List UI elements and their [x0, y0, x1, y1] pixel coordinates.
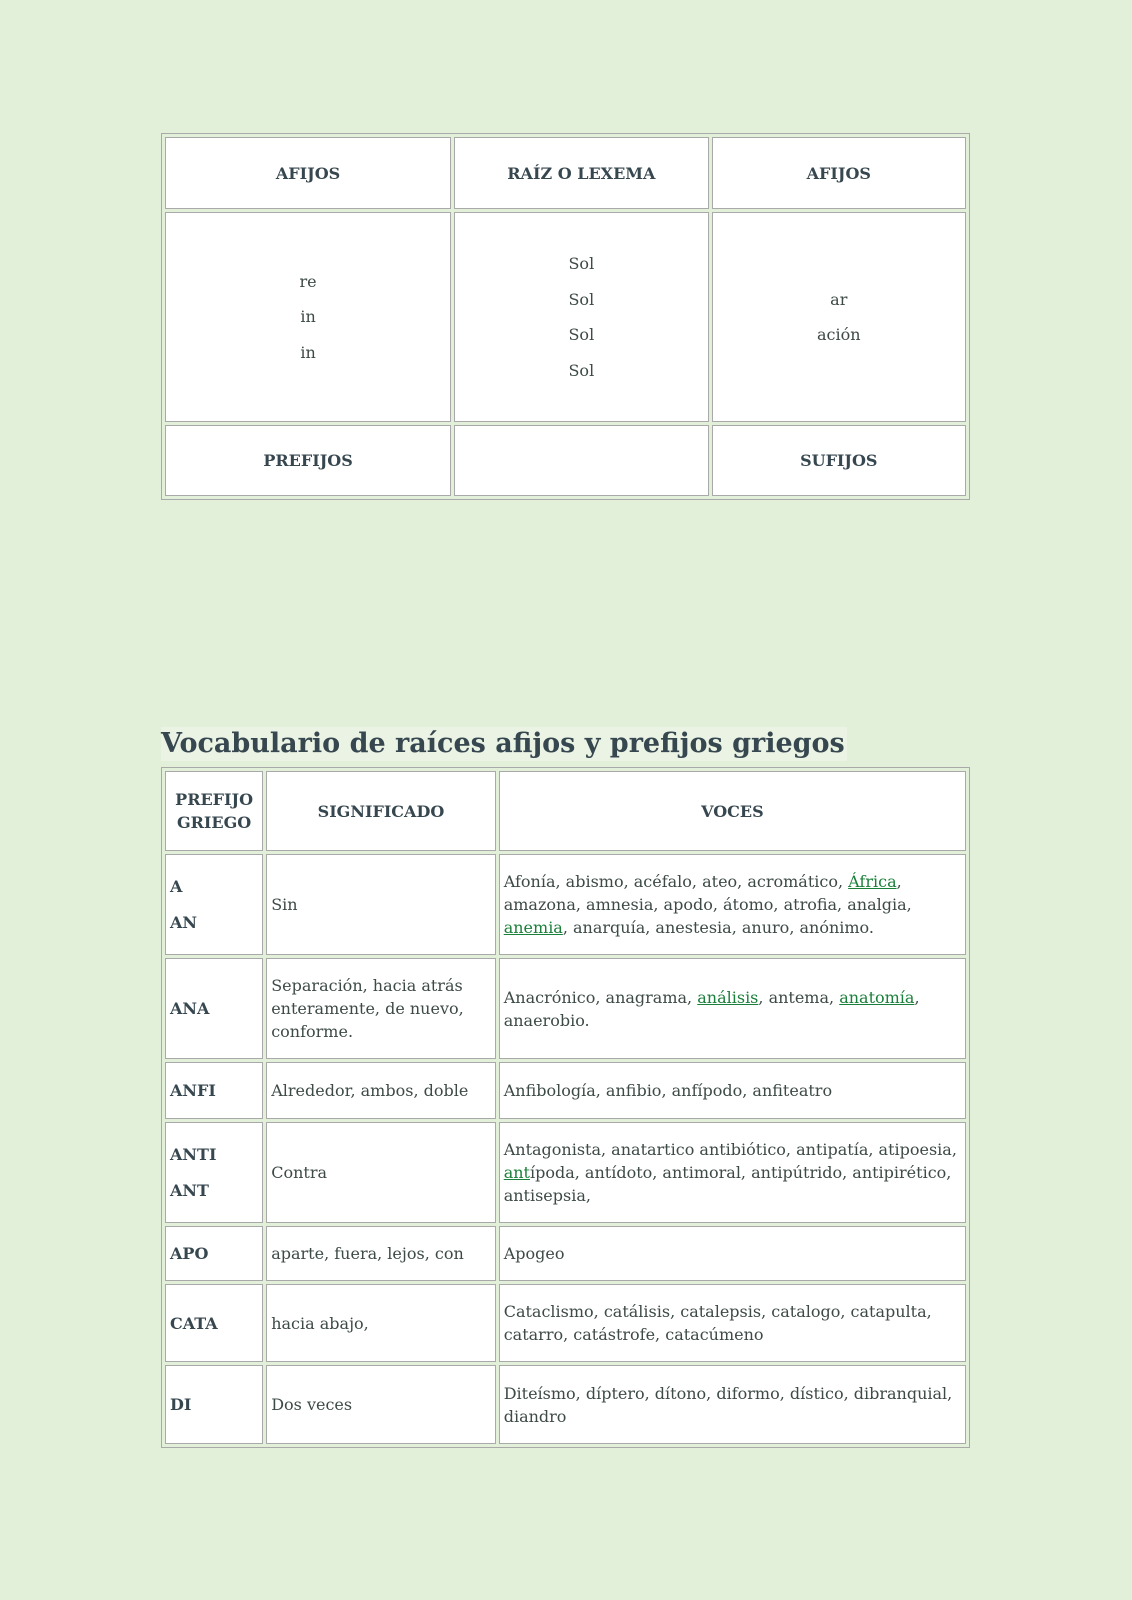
prefix-cell	[165, 1365, 263, 1444]
prefix-label: APO	[170, 1244, 209, 1263]
word-link[interactable]: análisis	[697, 987, 759, 1007]
prefix-cell	[165, 1062, 263, 1119]
prefix-header-cell: PREFIJO GRIEGO	[165, 771, 263, 851]
prefix-label: ANA	[170, 999, 210, 1018]
prefix-label: ANFI	[170, 1081, 216, 1100]
table-row	[165, 1365, 966, 1444]
affix-footer-cell: SUFIJOS	[712, 425, 966, 496]
word-link[interactable]: ant	[503, 1163, 530, 1182]
prefix-label: A	[170, 877, 183, 896]
meaning-cell: Dos veces	[266, 1365, 496, 1444]
affix-header-cell: RAÍZ O LEXEMA	[454, 137, 708, 209]
voices-text: , amazona, amnesia, apodo, átomo, atrofia, analgia,	[503, 872, 912, 914]
meaning-cell: Contra	[266, 1122, 496, 1223]
suffix-item: ación	[816, 325, 861, 344]
table-row	[165, 1062, 966, 1119]
prefix-table	[161, 767, 970, 1448]
meaning-cell: aparte, fuera, lejos, con	[266, 1226, 496, 1281]
prefix-cell	[165, 1122, 263, 1223]
affix-table-header-row	[165, 137, 966, 209]
voices-cell	[499, 1122, 966, 1223]
affix-footer-cell: PREFIJOS	[165, 425, 451, 496]
voices-cell	[499, 1284, 966, 1362]
word-link[interactable]: anatomía	[839, 987, 915, 1007]
prefix-cell	[165, 958, 263, 1059]
voices-text: Antagonista, anatartico antibiótico, antipatía, atipoesia,	[503, 1140, 957, 1159]
meaning-cell: hacia abajo,	[266, 1284, 496, 1362]
word-link[interactable]: anemia	[503, 918, 563, 937]
vocab-title: Vocabulario de raíces afijos y prefijos griegos	[161, 728, 845, 759]
voices-text: Anfibología, anfibio, anfípodo, anfiteatro	[503, 1081, 833, 1100]
meaning-cell: Alrededor, ambos, doble	[266, 1062, 496, 1119]
voices-cell	[499, 854, 966, 955]
voices-text: Cataclismo, catálisis, catalepsis, catalogo, catapulta, catarro, catástrofe, catacúmeno	[503, 1302, 932, 1344]
prefix-item: re	[299, 271, 317, 291]
voices-text: Afonía, abismo, acéfalo, ateo, acromático,	[503, 872, 849, 891]
voices-text: ípoda, antídoto, antimoral, antipútrido, antipirético, antisepsia,	[503, 1163, 952, 1205]
root-item: Sol	[568, 325, 595, 344]
meaning-cell: Separación, hacia atrás enteramente, de nuevo, conforme.	[266, 958, 496, 1059]
voices-text: , anarquía, anestesia, anuro, anónimo.	[562, 918, 874, 937]
prefix-item: in	[300, 342, 316, 362]
prefix-label: AN	[170, 912, 198, 932]
affix-table	[161, 133, 970, 500]
prefix-cell	[165, 1226, 263, 1281]
voices-text: , antema,	[758, 987, 840, 1007]
table-row	[165, 854, 966, 955]
prefix-table-body	[165, 771, 966, 1444]
prefix-table-header-row	[165, 771, 966, 851]
prefix-label: ANT	[170, 1180, 209, 1200]
suffixes-cell	[712, 212, 966, 422]
voices-cell	[499, 1365, 966, 1444]
affix-header-cell: AFIJOS	[165, 137, 451, 209]
meaning-cell: Sin	[266, 854, 496, 955]
voices-text: Anacrónico, anagrama,	[503, 987, 698, 1007]
affix-table-footer-row	[165, 425, 966, 496]
voices-cell	[499, 958, 966, 1059]
voices-cell	[499, 1062, 966, 1119]
root-item: Sol	[568, 254, 595, 273]
prefix-label: ANTI	[170, 1145, 217, 1164]
table-row	[165, 1226, 966, 1281]
affix-table-body-row	[165, 212, 966, 422]
roots-cell	[454, 212, 708, 422]
affix-footer-cell	[454, 425, 708, 496]
word-link[interactable]: África	[848, 872, 897, 891]
voices-text: Apogeo	[503, 1244, 565, 1263]
root-item: Sol	[568, 289, 595, 309]
suffix-item: ar	[830, 289, 848, 309]
prefix-header-cell: SIGNIFICADO	[266, 771, 496, 851]
root-item: Sol	[568, 360, 595, 380]
prefix-label: CATA	[170, 1313, 218, 1333]
prefix-label: DI	[170, 1395, 192, 1414]
voices-text: , anaerobio.	[503, 987, 920, 1030]
prefix-cell	[165, 1284, 263, 1362]
table-row	[165, 1284, 966, 1362]
voices-text: Diteísmo, díptero, dítono, diformo, dístico, dibranquial, diandro	[503, 1383, 953, 1426]
affix-header-cell: AFIJOS	[712, 137, 966, 209]
table-row	[165, 1122, 966, 1223]
prefix-header-cell: VOCES	[499, 771, 966, 851]
prefix-cell	[165, 854, 263, 955]
table-row	[165, 958, 966, 1059]
prefix-item: in	[300, 307, 316, 327]
voices-cell	[499, 1226, 966, 1281]
prefixes-cell	[165, 212, 451, 422]
